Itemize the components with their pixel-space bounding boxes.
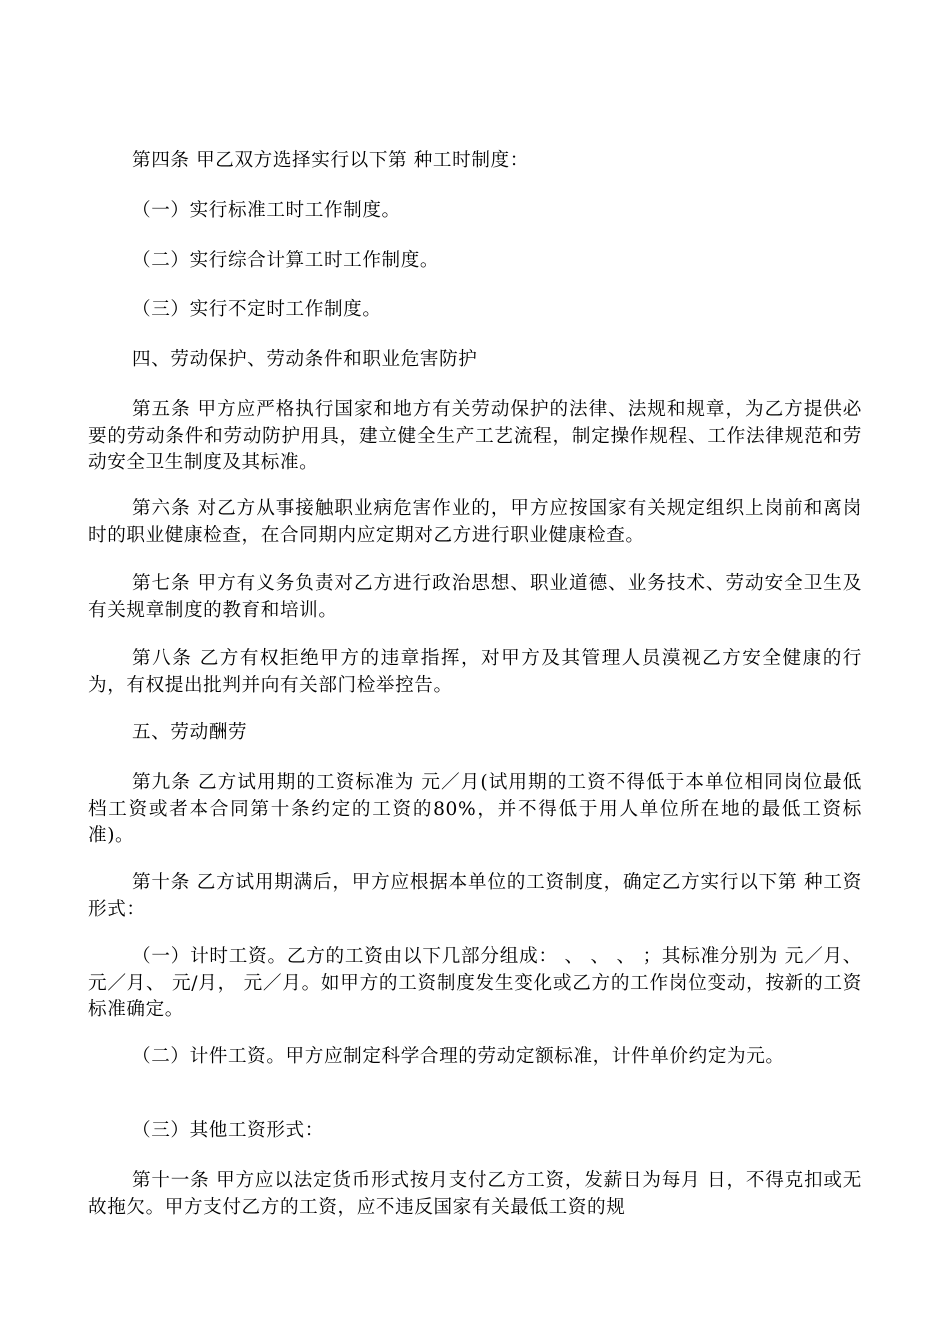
article-5: 第五条 甲方应严格执行国家和地方有关劳动保护的法律、法规和规章，为乙方提供必要的劳动条件和劳动防护用具，建立健全生产工艺流程，制定操作规程、工作法律规范和劳动安全卫生制度及其标准。 [88,399,862,473]
article-4-option-3: （三）实行不定时工作制度。 [132,299,382,320]
article-11: 第十一条 甲方应以法定货币形式按月支付乙方工资，发薪日为每月 日，不得克扣或无故拖欠。甲方支付乙方的工资，应不违反国家有关最低工资的规 [88,1170,862,1218]
article-10-option-2: （二）计件工资。甲方应制定科学合理的劳动定额标准，计件单价约定为元。 [132,1046,785,1067]
article-8: 第八条 乙方有权拒绝甲方的违章指挥，对甲方及其管理人员漠视乙方安全健康的行为，有权提出批判并向有关部门检举控告。 [88,648,862,696]
article-10-option-1: （一）计时工资。乙方的工资由以下几部分组成： 、 、 、 ；其标准分别为 元／月、 元／月、 元/月， 元／月。如甲方的工资制度发生变化或乙方的工作岗位变动，按新的工资标准确定。 [88,946,862,1020]
section-heading-4: 四、劳动保护、劳动条件和职业危害防护 [132,349,478,370]
article-9: 第九条 乙方试用期的工资标准为 元／月(试用期的工资不得低于本单位相同岗位最低档工资或者本合同第十条约定的工资的80%，并不得低于用人单位所在地的最低工资标准)。 [88,772,862,846]
article-4-option-1: （一）实行标准工时工作制度。 [132,200,401,221]
article-7: 第七条 甲方有义务负责对乙方进行政治思想、职业道德、业务技术、劳动安全卫生及有关规章制度的教育和培训。 [88,573,862,621]
article-10-option-3: （三）其他工资形式： [132,1120,324,1141]
article-6: 第六条 对乙方从事接触职业病危害作业的，甲方应按国家有关规定组织上岗前和离岗时的职业健康检查，在合同期内应定期对乙方进行职业健康检查。 [88,498,862,546]
section-heading-5: 五、劳动酬劳 [132,722,248,743]
article-4: 第四条 甲乙双方选择实行以下第 种工时制度： [132,150,529,171]
article-4-option-2: （二）实行综合计算工时工作制度。 [132,250,440,271]
article-10: 第十条 乙方试用期满后，甲方应根据本单位的工资制度，确定乙方实行以下第 种工资形式： [88,872,862,920]
